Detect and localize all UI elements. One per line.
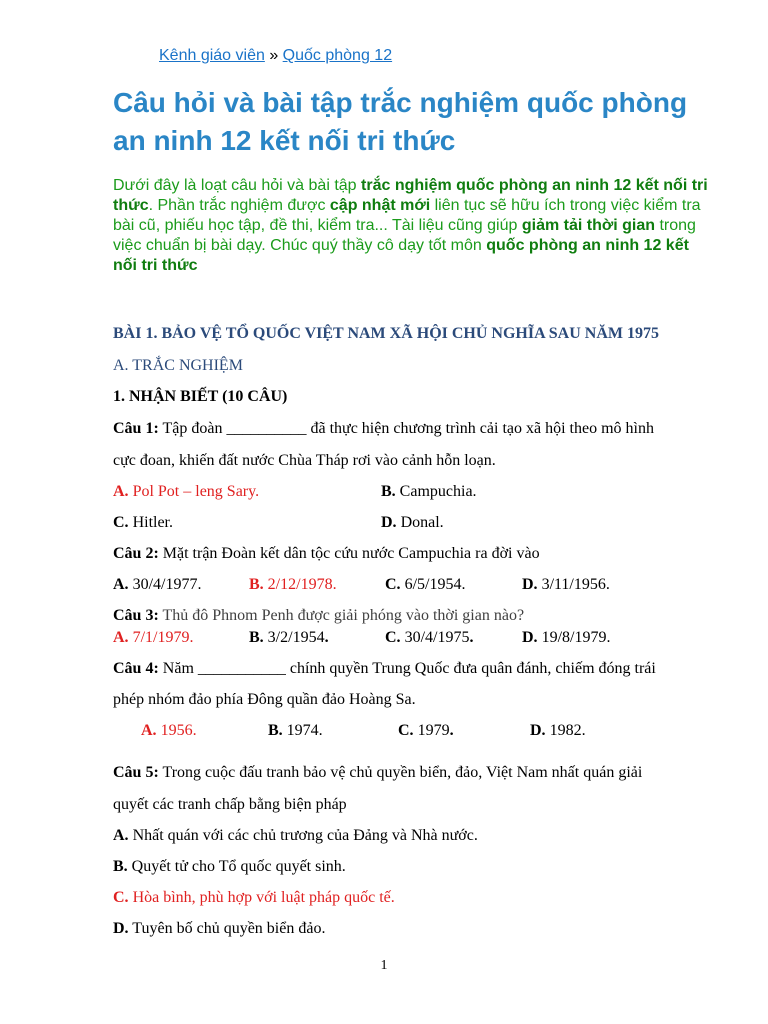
q4-option-b: B. 1974.: [268, 722, 323, 739]
question-label: Câu 4:: [113, 660, 159, 677]
question-1: [113, 420, 654, 438]
intro-paragraph: [113, 176, 713, 276]
intro-text: . Phần trắc nghiệm được: [148, 197, 330, 214]
q1-option-c: C. Hitler.: [113, 514, 173, 531]
q2-option-b: B. 2/12/1978.: [249, 576, 337, 593]
section-heading-1: 1. NHẬN BIẾT (10 CÂU): [113, 388, 288, 405]
intro-keyword: cập nhật mới: [329, 197, 431, 214]
question-text: Mặt trận Đoàn kết dân tộc cứu nước Campuchia ra đời vào: [158, 545, 540, 562]
intro-text: liên tục sẽ hữu ích trong việc kiểm tra bài cũ, phiếu học tập, đề thi, kiểm tra... Tài liệu cũng giúp: [113, 197, 701, 234]
question-1-text-cont: cực đoan, khiến đất nước Chùa Tháp rơi vào cảnh hỗn loạn.: [113, 452, 496, 469]
q1-option-b: B. Campuchia.: [381, 483, 477, 500]
question-4: [113, 660, 656, 678]
question-label: Câu 3:: [113, 607, 159, 624]
question-text: Tập đoàn __________ đã thực hiện chương trình cải tạo xã hội theo mô hình: [158, 420, 654, 437]
breadcrumb-link-teacher-channel[interactable]: Kênh giáo viên: [159, 47, 265, 64]
q5-option-d: D. Tuyên bố chủ quyền biển đảo.: [113, 920, 326, 937]
question-3: [113, 607, 524, 625]
q2-option-d: D. 3/11/1956.: [522, 576, 610, 593]
intro-keyword: quốc phòng an ninh 12 kết nối tri thức: [113, 237, 689, 274]
q4-option-a: A. 1956.: [141, 722, 197, 739]
question-text: Thủ đô Phnom Penh được giải phóng vào thời gian nào?: [158, 607, 525, 624]
q3-option-d: D. 19/8/1979.: [522, 629, 611, 646]
q3-option-c: C. 30/4/1975.: [385, 629, 474, 646]
question-label: Câu 5:: [113, 764, 159, 781]
q2-option-c: C. 6/5/1954.: [385, 576, 466, 593]
q2-option-a: A. 30/4/1977.: [113, 576, 202, 593]
question-5: [113, 764, 642, 782]
q1-option-a: A. Pol Pot – leng Sary.: [113, 483, 260, 500]
intro-keyword: trắc nghiệm quốc phòng an ninh 12 kết nối tri thức: [113, 177, 708, 214]
q5-option-a: A. Nhất quán với các chủ trương của Đảng và Nhà nước.: [113, 827, 478, 844]
intro-keyword: giảm tải thời gian: [521, 217, 656, 234]
question-5-text-cont: quyết các tranh chấp bằng biện pháp: [113, 796, 347, 813]
question-2: [113, 545, 540, 563]
intro-text: Dưới đây là loạt câu hỏi và bài tập: [113, 177, 362, 194]
intro-text: trong việc chuẩn bị bài dạy. Chúc quý thầy cô dạy tốt môn: [113, 217, 696, 254]
q3-option-b: B. 3/2/1954.: [249, 629, 329, 646]
lesson-heading: BÀI 1. BẢO VỆ TỔ QUỐC VIỆT NAM XÃ HỘI CHỦ NGHĨA SAU NĂM 1975: [113, 325, 659, 342]
question-text: Năm ___________ chính quyền Trung Quốc đưa quân đánh, chiếm đóng trái: [158, 660, 656, 677]
page-number: 1: [380, 958, 388, 973]
q5-option-c: C. Hòa bình, phù hợp với luật pháp quốc tế.: [113, 889, 395, 906]
q4-option-c: C. 1979.: [398, 722, 454, 739]
question-text: Trong cuộc đấu tranh bảo vệ chủ quyền biển, đảo, Việt Nam nhất quán giải: [158, 764, 643, 781]
question-4-text-cont: phép nhóm đảo phía Đông quần đảo Hoàng Sa.: [113, 691, 416, 708]
q4-option-d: D. 1982.: [530, 722, 586, 739]
question-label: Câu 2:: [113, 545, 159, 562]
q1-option-d: D. Donal.: [381, 514, 444, 531]
question-label: Câu 1:: [113, 420, 159, 437]
breadcrumb-link-defense-12[interactable]: Quốc phòng 12: [282, 47, 393, 64]
breadcrumb: [159, 47, 392, 65]
q5-option-b: B. Quyết tử cho Tổ quốc quyết sinh.: [113, 858, 346, 875]
page-title: Câu hỏi và bài tập trắc nghiệm quốc phòng an ninh 12 kết nối tri thức: [113, 87, 688, 156]
q3-option-a: A. 7/1/1979.: [113, 629, 194, 646]
section-heading-a: A. TRẮC NGHIỆM: [113, 357, 243, 374]
breadcrumb-separator: »: [269, 47, 279, 64]
